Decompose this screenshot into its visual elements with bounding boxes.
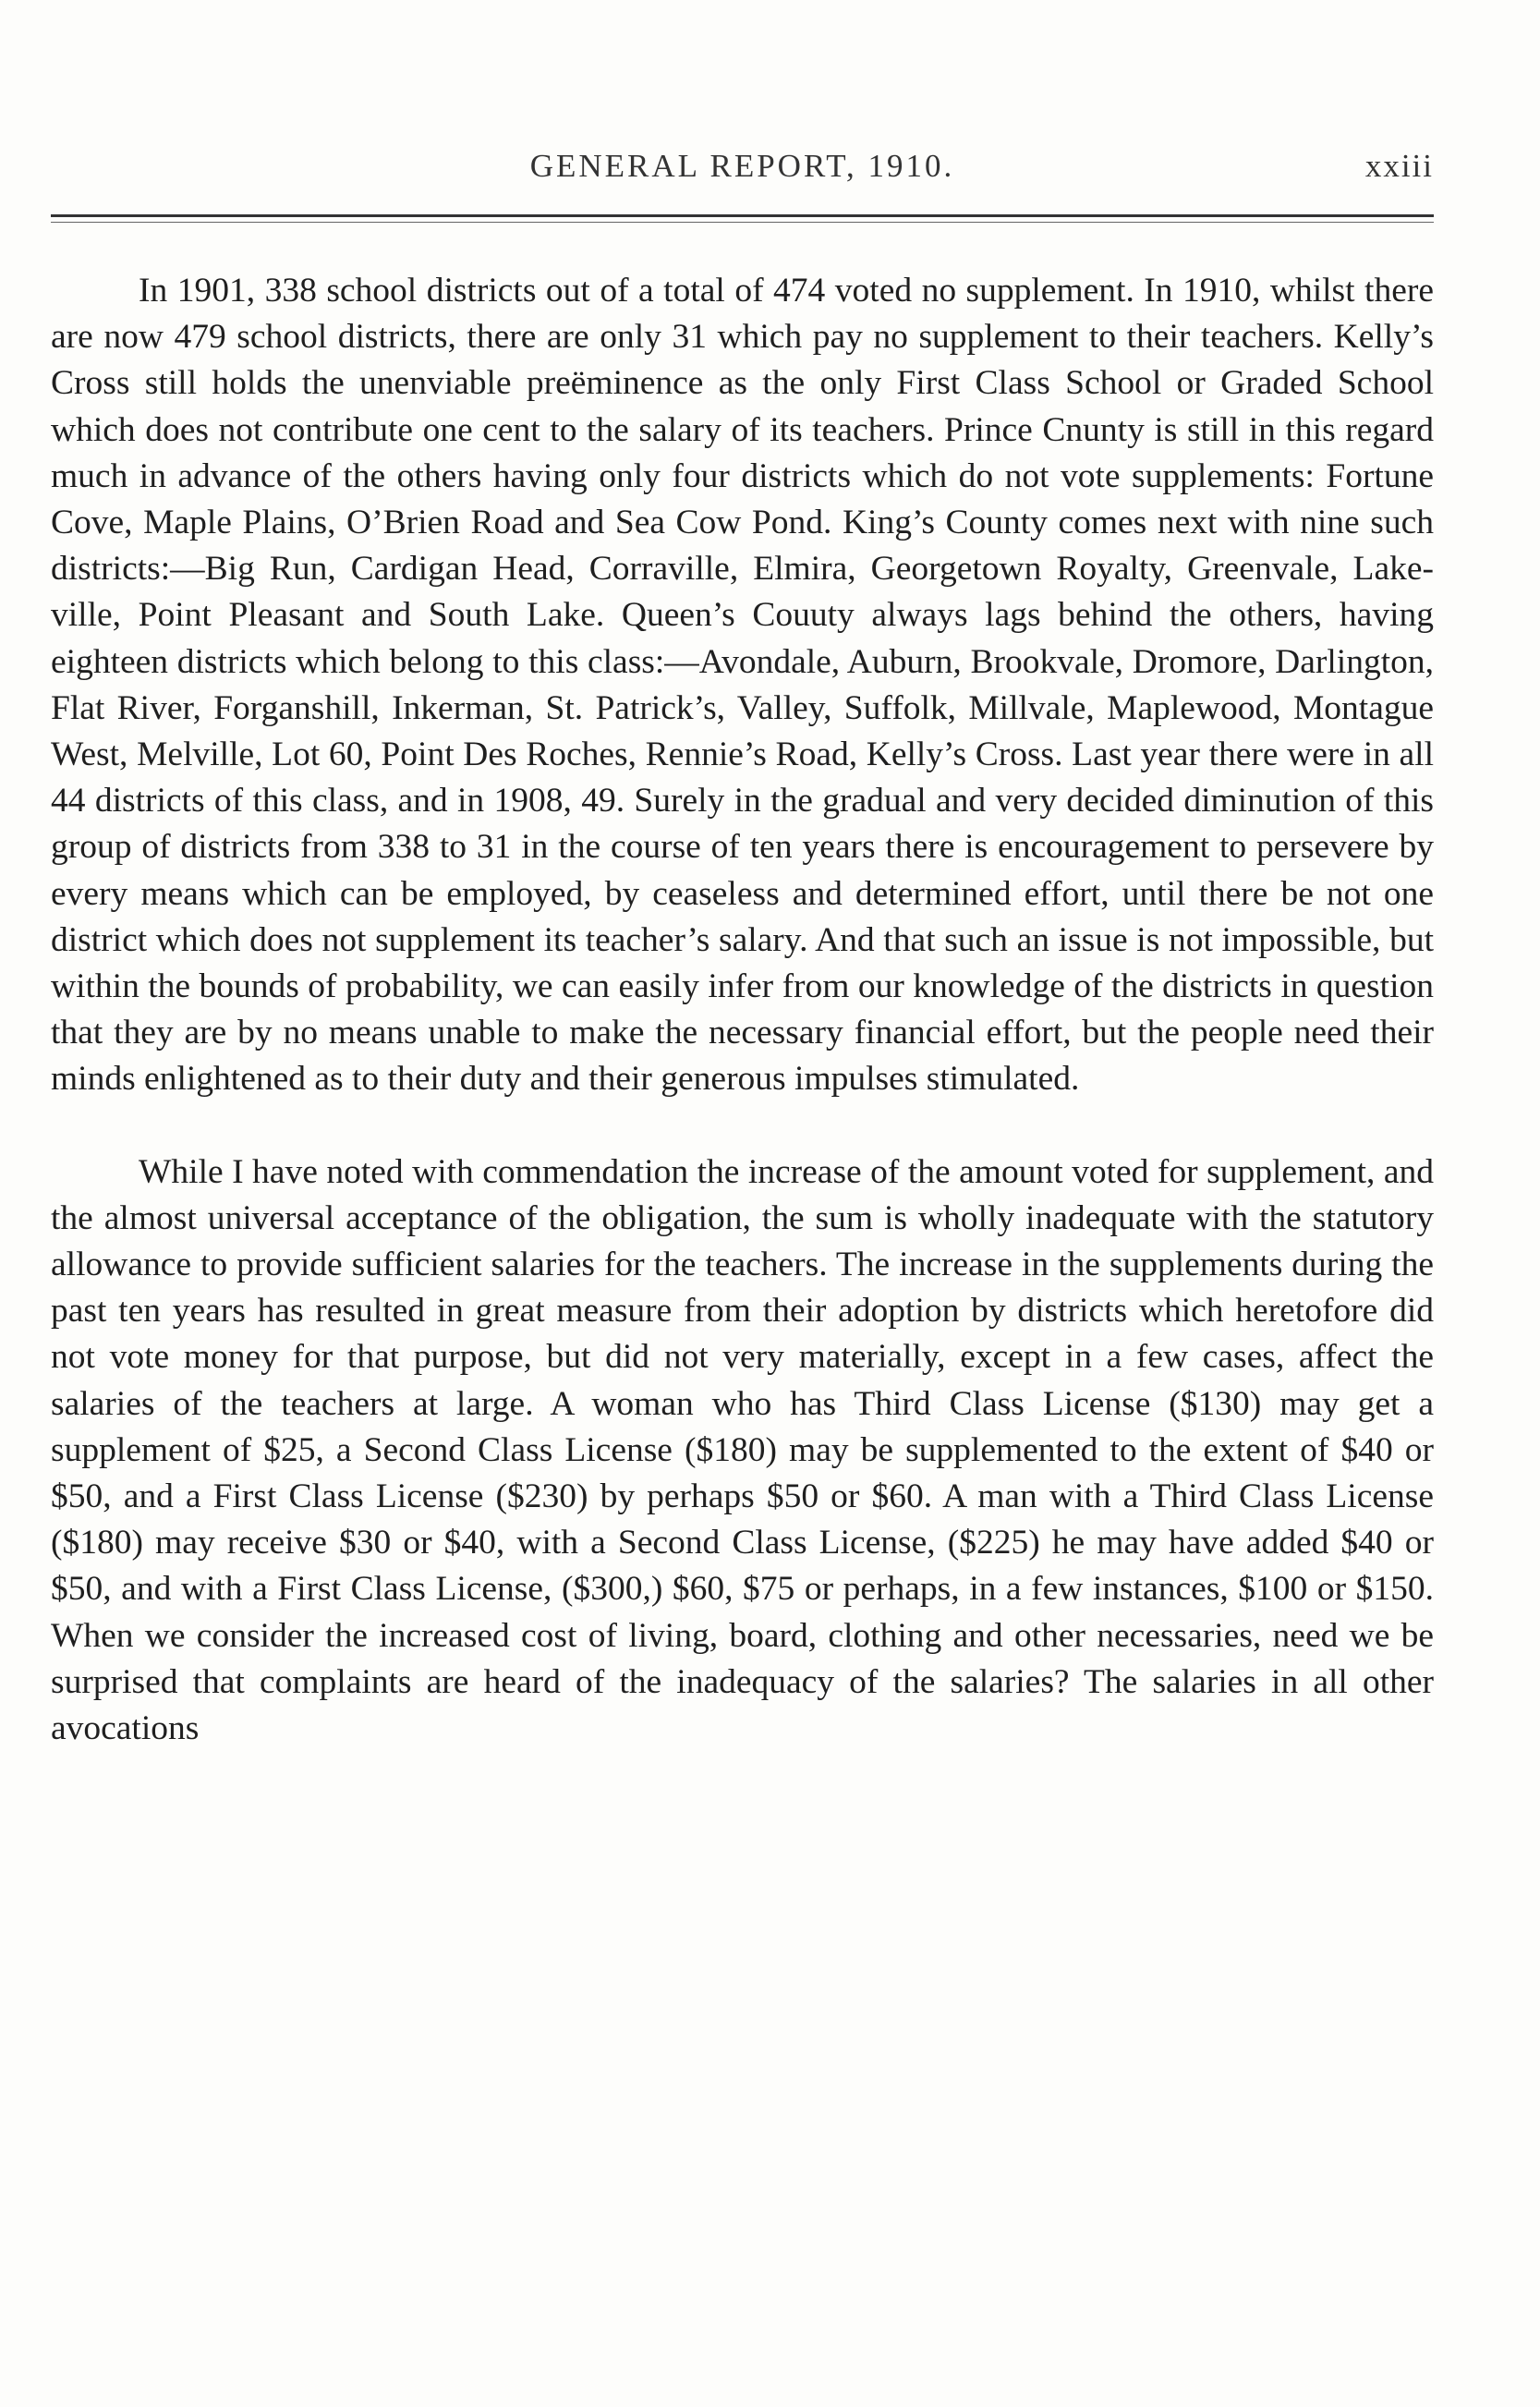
paragraph-supplement-districts: In 1901, 338 school districts out of a total of 474 voted no supplement. In 1910, whilst there are now 479 school districts, there are only 31 which pay no supplement to their teachers. Kelly’s Cross still holds the unenviable preëminence as the only First Class School or Graded School which does not contribute one cent to the salary of its teachers. Prince Cnunty is still in this regard much in advance of the others having only four districts which do not vote supplements: Fortune Cove, Maple Plains, O’Brien Road and Sea Cow Pond. King’s County comes next with nine such districts:—Big Run, Cardigan Head, Corraville, Elmira, Georgetown Royalty, Greenvale, Lakeville, Point Pleasant and South Lake. Queen’s Couuty always lags behind the others, having eighteen districts which belong to this class:—Avondale, Auburn, Brookvale, Dromore, Darlington, Flat River, Forganshill, Inkerman, St. Patrick’s, Valley, Suffolk, Millvale, Maplewood, Montague West, Melville, Lot 60, Point Des Roches, Rennie’s Road, Kelly’s Cross. Last year there were in all 44 districts of this class, and in 1908, 49. Surely in the gradual and very decided diminution of this group of districts from 338 to 31 in the course of ten years there is encouragement to persevere by every means which can be employed, by ceaseless and determined effort, until there be not one district which does not supplement its teacher’s salary. And that such an issue is not impossible, but within the bounds of probability, we can easily infer from our knowledge of the districts in question that they are by no means unable to make the necessary financial effort, but the people need their minds enlightened as to their duty and their generous impulses stimulated.	[51, 272, 1434, 1099]
running-title: GENERAL REPORT, 1910.	[529, 148, 955, 184]
header-rule	[51, 214, 1434, 217]
paragraph-salary-inadequacy: While I have noted with commendation the increase of the amount voted for supplement, and the almost universal acceptance of the obligation, the sum is wholly inadequate with the statutory allowance to provide sufficient salaries for the teachers. The increase in the supplements during the past ten years has resulted in great measure from their adoption by districts which heretofore did not vote money for that purpose, but did not very materially, except in a few cases, affect the salaries of the teachers at large. A woman who has Third Class License ($130) may get a supplement of $25, a Second Class License ($180) may be supplemented to the extent of $40 or $50, and a First Class License ($230) by perhaps $50 or $60. A man with a Third Class License ($180) may receive $30 or $40, with a Second Class License, ($225) he may have added $40 or $50, and with a First Class License, ($300,) $60, $75 or perhaps, in a few instances, $100 or $150. When we consider the increased cost of living, board, clothing and other necessaries, need we be surprised that complaints are heard of the inadequacy of the salaries? The salaries in all other avocations	[51, 1152, 1434, 1748]
page-number: xxiii	[1364, 148, 1434, 184]
header-rule-thin	[51, 222, 1434, 223]
running-head	[51, 148, 1434, 194]
body-text	[51, 268, 1434, 1752]
